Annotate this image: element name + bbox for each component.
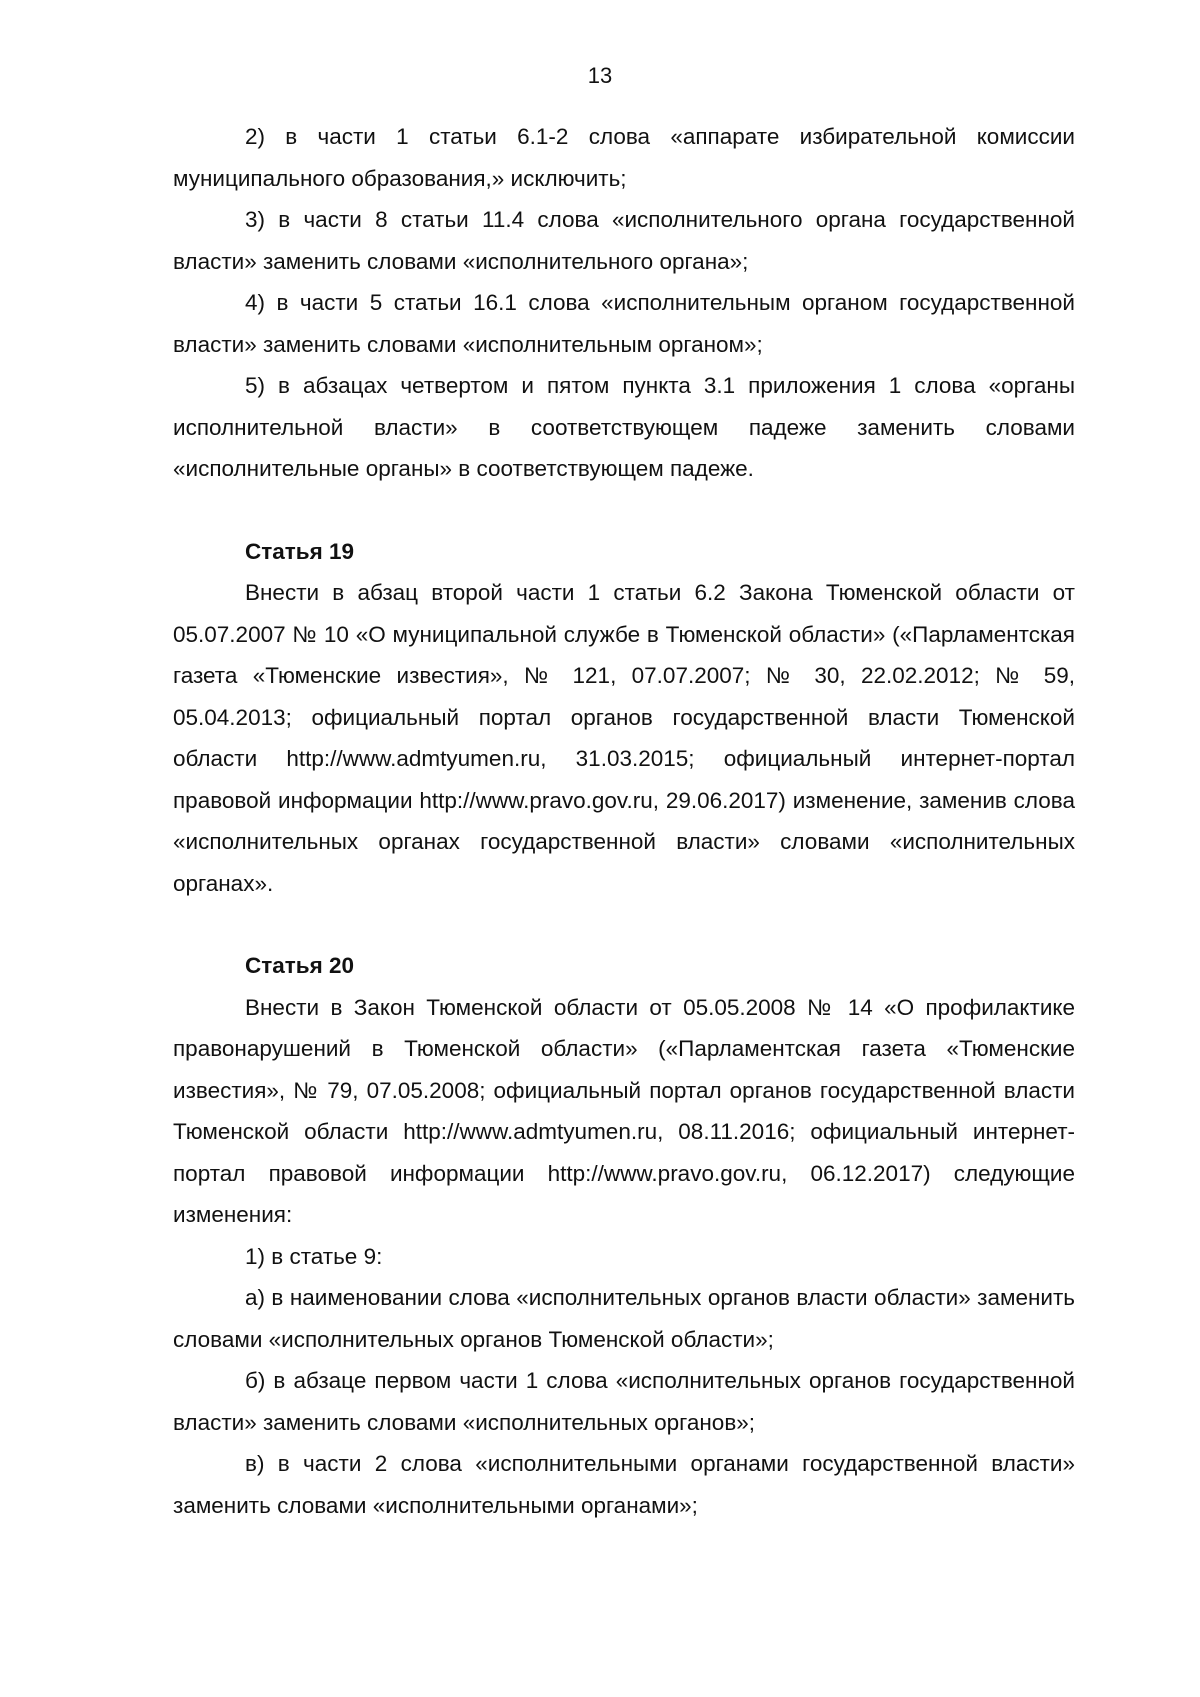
article-20 bbox=[173, 945, 1075, 1526]
article-20-item-1: 1) в статье 9: bbox=[245, 1243, 383, 1269]
article-20-item-a: а) в наименовании слова «исполнительных органов власти области» заменить словами «исполнительных органов Тюменской области»; bbox=[173, 1285, 1075, 1352]
amendment-item-3: 3) в части 8 статьи 11.4 слова «исполнительного органа государственной власти» заменить словами «исполнительного органа»; bbox=[173, 207, 1075, 274]
article-20-title: Статья 20 bbox=[245, 953, 355, 978]
article-19-paragraph: Внести в абзац второй части 1 статьи 6.2 Закона Тюменской области от 05.07.2007 № 10 «О муниципальной службе в Тюменской области» («Парламентская газета «Тюменские известия», № 121, 07.07.2007; № 30, 22.02.2012; № 59, 05.04.2013; официальный портал органов государственной власти Тюменской области http://www.admtyumen.ru, 31.03.2015; официальный интернет-портал правовой информации http://www.pravo.gov.ru, 29.06.2017) изменение, заменив слова «исполнительных органах государственной власти» словами «исполнительных органах». bbox=[173, 580, 1075, 896]
article-19 bbox=[173, 531, 1075, 905]
article-19-title: Статья 19 bbox=[245, 538, 355, 564]
article-20-item-b: б) в абзаце первом части 1 слова «исполнительных органов государственной власти» заменить словами «исполнительных органов»; bbox=[173, 1368, 1075, 1435]
amendment-item-2: 2) в части 1 статьи 6.1-2 слова «аппарате избирательной комиссии муниципального образования,» исключить; bbox=[173, 124, 1075, 191]
amendment-item-5: 5) в абзацах четвертом и пятом пункта 3.1 приложения 1 слова «органы исполнительной власти» в соответствующем падеже заменить словами «исполнительные органы» в соответствующем падеже. bbox=[173, 373, 1075, 481]
amendment-items bbox=[173, 116, 1075, 490]
article-20-paragraph-intro: Внести в Закон Тюменской области от 05.05.2008 № 14 «О профилактике правонарушений в Тюменской области» («Парламентская газета «Тюменские известия», № 79, 07.05.2008; официальный портал органов государственной власти Тюменской области http://www.admtyumen.ru, 08.11.2016; официальный интернет-портал правовой информации http://www.pravo.gov.ru, 06.12.2017) следующие изменения: bbox=[173, 994, 1075, 1227]
article-20-item-v: в) в части 2 слова «исполнительными органами государственной власти» заменить словами «исполнительными органами»; bbox=[173, 1451, 1075, 1518]
amendment-item-4: 4) в части 5 статьи 16.1 слова «исполнительным органом государственной власти» заменить словами «исполнительным органом»; bbox=[173, 290, 1075, 357]
document-body bbox=[173, 116, 1075, 1526]
page-number: 13 bbox=[587, 63, 613, 88]
